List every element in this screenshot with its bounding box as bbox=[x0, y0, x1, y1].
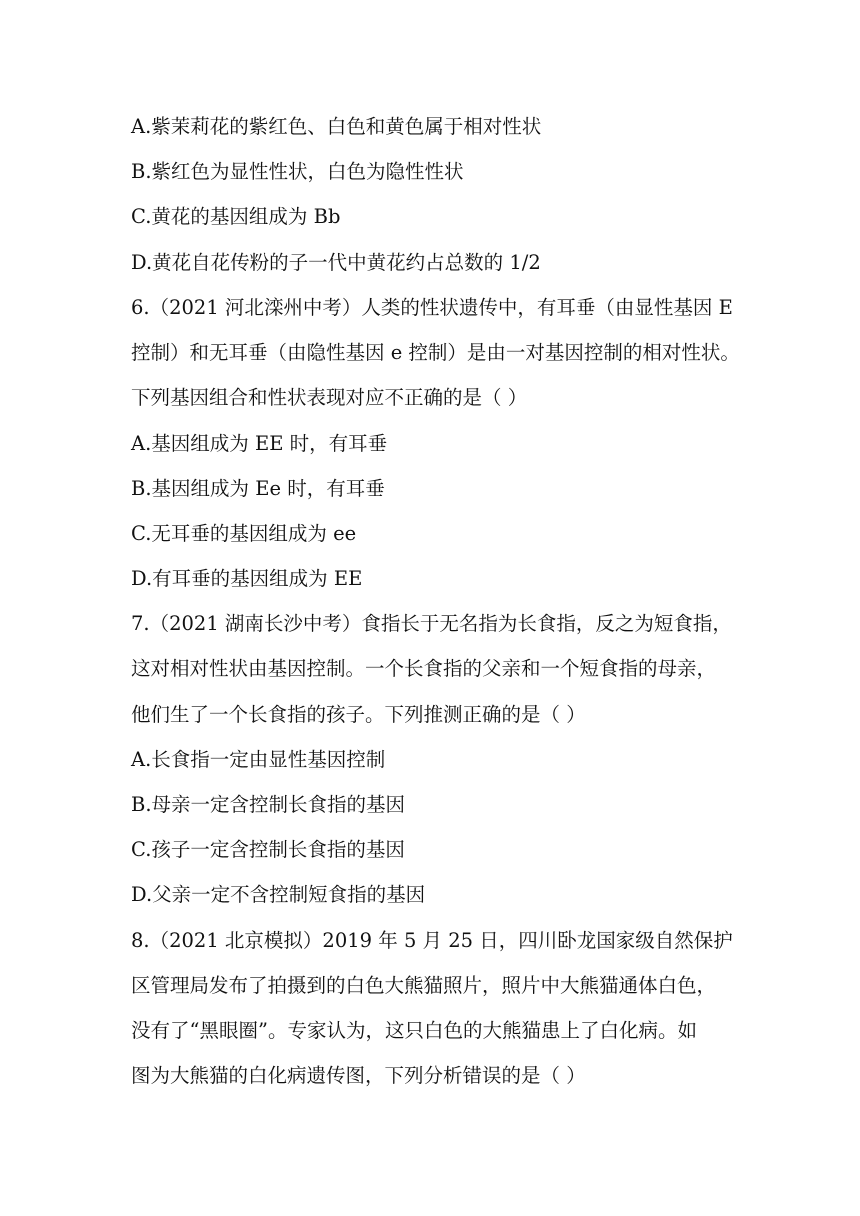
option-5c: C.黄花的基因组成为 Bb bbox=[131, 205, 341, 228]
question-6-line-1: 6.（2021 河北滦州中考）人类的性状遗传中，有耳垂（由显性基因 E bbox=[131, 296, 733, 319]
question-8-line-4: 图为大熊猫的白化病遗传图，下列分析错误的是（ ） bbox=[131, 1064, 586, 1087]
option-6a: A.基因组成为 EE 时，有耳垂 bbox=[131, 432, 388, 455]
question-6-line-2: 控制）和无耳垂（由隐性基因 e 控制）是由一对基因控制的相对性状。 bbox=[131, 341, 740, 364]
question-7-line-3: 他们生了一个长食指的孩子。下列推测正确的是（ ） bbox=[131, 703, 586, 726]
option-7a: A.长食指一定由显性基因控制 bbox=[131, 748, 386, 771]
option-7b: B.母亲一定含控制长食指的基因 bbox=[131, 793, 406, 816]
option-6b: B.基因组成为 Ee 时，有耳垂 bbox=[131, 477, 385, 500]
option-7c: C.孩子一定含控制长食指的基因 bbox=[131, 838, 405, 861]
question-8-line-1: 8.（2021 北京模拟）2019 年 5 月 25 日，四川卧龙国家级自然保护 bbox=[131, 929, 733, 952]
option-6d: D.有耳垂的基因组成为 EE bbox=[131, 567, 363, 590]
question-8-line-3: 没有了“黑眼圈”。专家认为，这只白色的大熊猫患上了白化病。如 bbox=[131, 1019, 697, 1042]
option-6c: C.无耳垂的基因组成为 ee bbox=[131, 522, 357, 545]
option-5b: B.紫红色为显性性状，白色为隐性性状 bbox=[131, 160, 464, 183]
question-8-line-2: 区管理局发布了拍摄到的白色大熊猫照片，照片中大熊猫通体白色， bbox=[131, 974, 717, 997]
question-7-line-1: 7.（2021 湖南长沙中考）食指长于无名指为长食指，反之为短食指， bbox=[131, 612, 732, 635]
question-6-line-3: 下列基因组合和性状表现对应不正确的是（ ） bbox=[131, 386, 528, 409]
option-5d: D.黄花自花传粉的子一代中黄花约占总数的 1/2 bbox=[131, 251, 541, 274]
question-7-line-2: 这对相对性状由基因控制。一个长食指的父亲和一个短食指的母亲， bbox=[131, 657, 717, 680]
option-7d: D.父亲一定不含控制短食指的基因 bbox=[131, 883, 426, 906]
option-5a: A.紫茉莉花的紫红色、白色和黄色属于相对性状 bbox=[131, 115, 542, 138]
